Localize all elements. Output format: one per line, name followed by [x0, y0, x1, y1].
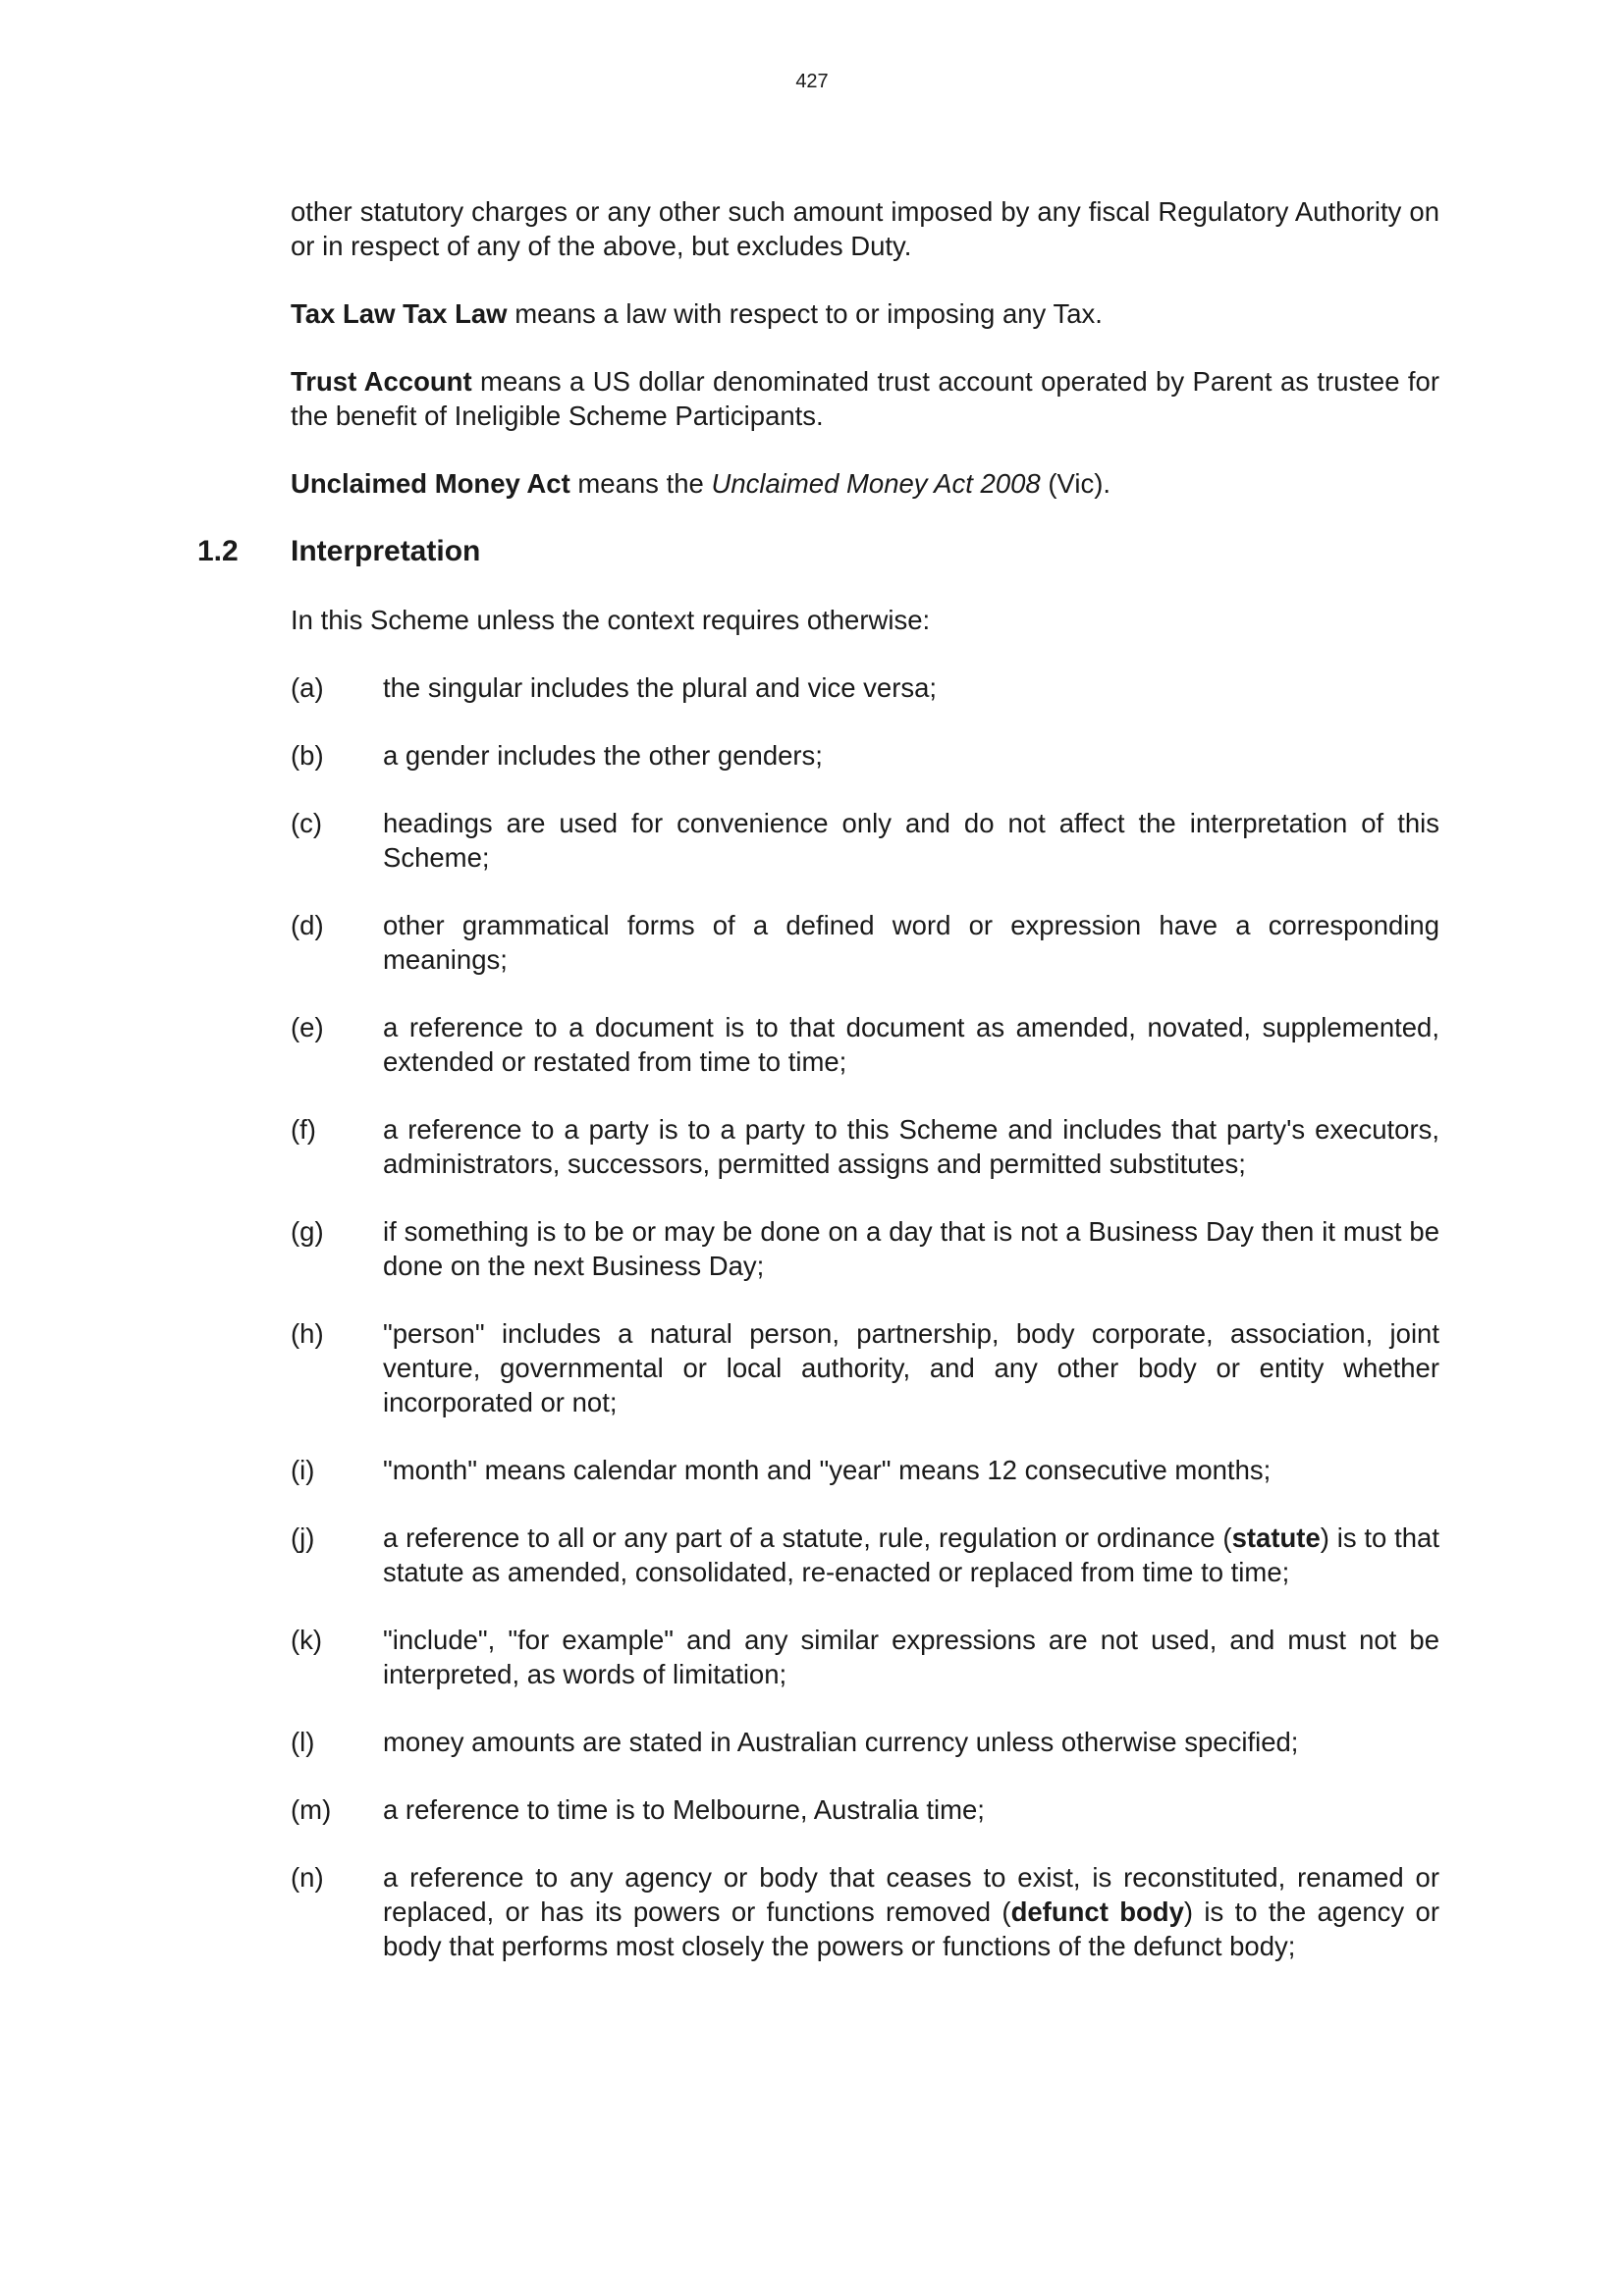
- item-label: (n): [291, 1862, 324, 1893]
- section-number: 1.2: [197, 535, 239, 567]
- definition-suffix: (Vic).: [1040, 468, 1111, 499]
- list-item: [291, 738, 1439, 773]
- item-label: (j): [291, 1522, 315, 1553]
- list-item: [291, 1453, 1439, 1487]
- item-label: (d): [291, 910, 324, 940]
- item-text-after: ) is to that statute as amended, consolidated, re-enacted or replaced from time to time;: [383, 1522, 1439, 1587]
- list-item: [291, 1521, 1439, 1589]
- act-name: Unclaimed Money Act 2008: [711, 468, 1041, 499]
- item-label: (i): [291, 1455, 315, 1485]
- item-text: "include", "for example" and any similar expressions are not used, and must not be interpreted, as words of limitation;: [383, 1625, 1439, 1689]
- item-text: a gender includes the other genders;: [383, 740, 823, 771]
- item-text: headings are used for convenience only and do not affect the interpretation of this Scheme;: [383, 808, 1439, 873]
- list-item: [291, 670, 1439, 705]
- definition-trust-account: [291, 364, 1439, 433]
- definition-text: other statutory charges or any other such amount imposed by any fiscal Regulatory Authority on or in respect of any of the above, but excludes Duty.: [291, 196, 1439, 261]
- item-label: (l): [291, 1727, 315, 1757]
- item-text: money amounts are stated in Australian currency unless otherwise specified;: [383, 1727, 1299, 1757]
- item-text: [383, 1860, 1439, 1963]
- item-text: a reference to a document is to that document as amended, novated, supplemented, extended or restated from time to time;: [383, 1012, 1439, 1077]
- item-text: other grammatical forms of a defined word or expression have a corresponding meanings;: [383, 910, 1439, 975]
- section-title: Interpretation: [291, 535, 481, 567]
- item-text-after: ) is to the agency or body that performs most closely the powers or functions of the defunct body;: [383, 1896, 1439, 1961]
- item-label: (h): [291, 1318, 324, 1349]
- list-item: [291, 1316, 1439, 1419]
- list-item: [291, 1623, 1439, 1691]
- item-label: (b): [291, 740, 324, 771]
- definition-tax-continued: [291, 194, 1439, 263]
- item-text: "person" includes a natural person, partnership, body corporate, association, joint venture, governmental or local authority, and any other body or entity whether incorporated or not;: [383, 1318, 1439, 1417]
- defined-term: defunct body: [1010, 1896, 1184, 1927]
- item-text: if something is to be or may be done on a day that is not a Business Day then it must be done on the next Business Day;: [383, 1216, 1439, 1281]
- interpretation-list: [291, 670, 1439, 1963]
- definition-tax-law: [291, 296, 1439, 331]
- page-number: 427: [795, 71, 829, 92]
- list-item: [291, 806, 1439, 875]
- item-label: (g): [291, 1216, 324, 1247]
- definition-text: means a law with respect to or imposing any Tax.: [507, 298, 1103, 329]
- item-label: (f): [291, 1114, 316, 1145]
- item-text: a reference to a party is to a party to this Scheme and includes that party's executors, administrators, successors, permitted assigns and permitted substitutes;: [383, 1114, 1439, 1179]
- item-label: (e): [291, 1012, 324, 1042]
- list-item: [291, 1214, 1439, 1283]
- list-item: [291, 908, 1439, 977]
- defined-term: Unclaimed Money Act: [291, 468, 570, 499]
- item-text: "month" means calendar month and "year" means 12 consecutive months;: [383, 1455, 1272, 1485]
- item-text: a reference to time is to Melbourne, Australia time;: [383, 1794, 985, 1825]
- list-item: [291, 1860, 1439, 1963]
- list-item: [291, 1792, 1439, 1827]
- defined-term: Tax Law Tax Law: [291, 298, 508, 329]
- list-item: [291, 1725, 1439, 1759]
- item-text: the singular includes the plural and vice versa;: [383, 672, 938, 703]
- item-text-before: a reference to all or any part of a statute, rule, regulation or ordinance (: [383, 1522, 1232, 1553]
- item-label: (k): [291, 1625, 323, 1655]
- list-item: [291, 1112, 1439, 1181]
- definition-text: means the: [569, 468, 712, 499]
- list-item: [291, 1010, 1439, 1079]
- item-label: (c): [291, 808, 323, 838]
- defined-term: Trust Account: [291, 366, 472, 397]
- definition-text: means a US dollar denominated trust account operated by Parent as trustee for the benefit of Ineligible Scheme Participants.: [291, 366, 1439, 431]
- item-text-before: a reference to any agency or body that ceases to exist, is reconstituted, renamed or replaced, or has its powers or functions removed (: [383, 1862, 1439, 1927]
- definition-unclaimed-money-act: [291, 466, 1439, 501]
- section-heading: [197, 534, 1439, 568]
- item-label: (m): [291, 1794, 332, 1825]
- document-body: [197, 194, 1439, 1997]
- defined-term: statute: [1231, 1522, 1321, 1553]
- section-intro: In this Scheme unless the context requires otherwise:: [291, 605, 931, 635]
- item-text: [383, 1521, 1439, 1589]
- item-label: (a): [291, 672, 324, 703]
